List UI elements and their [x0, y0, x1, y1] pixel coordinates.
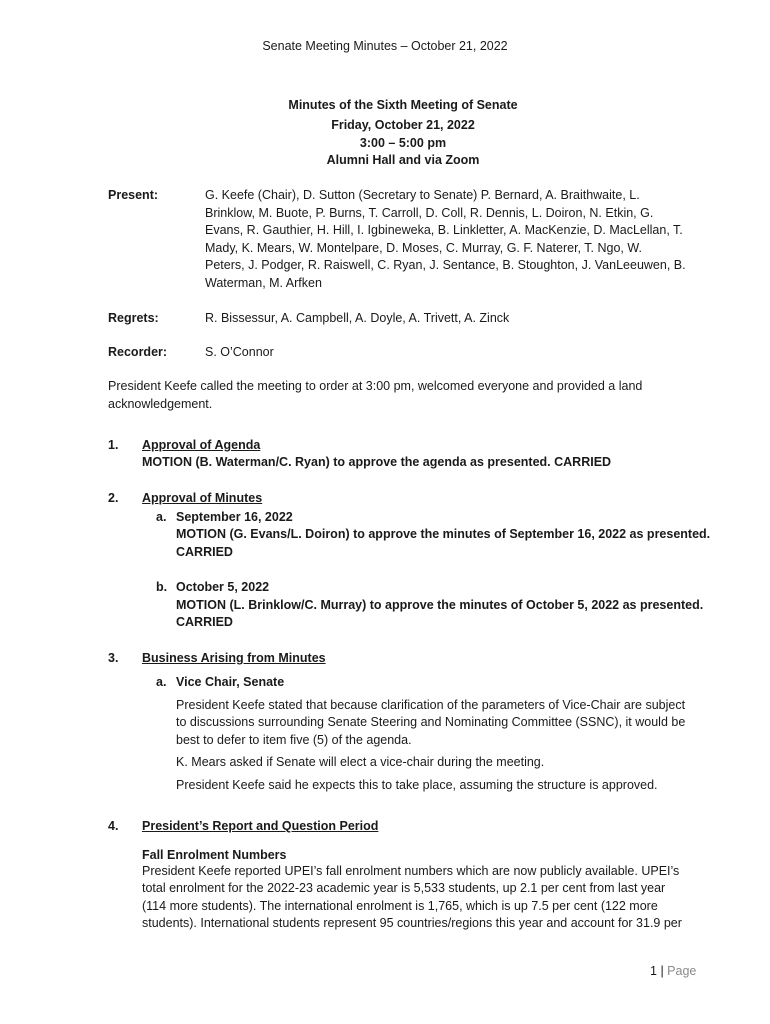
- regrets-label: Regrets:: [108, 311, 159, 325]
- paragraph-line: students). International students represent 95 countries/regions this year and account for 31.9 per: [142, 916, 682, 930]
- sub-heading: Fall Enrolment Numbers: [142, 848, 287, 862]
- paragraph-line: (114 more students). The international enrolment is 1,765, which is up 7.5 per cent (122 more: [142, 899, 658, 913]
- intro-paragraph-line: President Keefe called the meeting to order at 3:00 pm, welcomed everyone and provided a land: [108, 379, 643, 393]
- motion-text: MOTION (L. Brinklow/C. Murray) to approve the minutes of October 5, 2022 as presented.: [176, 598, 704, 612]
- item-number: 4.: [108, 819, 119, 833]
- intro-paragraph-line: acknowledgement.: [108, 397, 213, 411]
- meeting-date: Friday, October 21, 2022: [331, 118, 475, 132]
- sub-item-letter: a.: [156, 510, 167, 524]
- item-number: 1.: [108, 438, 119, 452]
- present-line: G. Keefe (Chair), D. Sutton (Secretary to Senate) P. Bernard, A. Braithwaite, L.: [205, 188, 640, 202]
- item-heading: Approval of Agenda: [142, 438, 261, 452]
- carried-text: CARRIED: [176, 615, 233, 629]
- present-line: Peters, J. Podger, R. Raiswell, C. Ryan, J. Sentance, B. Stoughton, J. VanLeeuwen, B.: [205, 258, 686, 272]
- regrets-list: R. Bissessur, A. Campbell, A. Doyle, A. Trivett, A. Zinck: [205, 311, 510, 325]
- item-heading: President’s Report and Question Period: [142, 819, 379, 833]
- page-word: Page: [667, 964, 697, 978]
- paragraph-line: best to defer to item five (5) of the agenda.: [176, 733, 412, 747]
- running-header: Senate Meeting Minutes – October 21, 2022: [262, 39, 508, 53]
- page-number: 1: [650, 964, 657, 978]
- paragraph-line: K. Mears asked if Senate will elect a vice-chair during the meeting.: [176, 755, 545, 769]
- sub-item-letter: b.: [156, 580, 168, 594]
- recorder-label: Recorder:: [108, 345, 168, 359]
- page-footer: [650, 964, 696, 979]
- paragraph-line: total enrolment for the 2022-23 academic year is 5,533 students, up 2.1 per cent from last year: [142, 881, 666, 895]
- motion-text: MOTION (B. Waterman/C. Ryan) to approve the agenda as presented. CARRIED: [142, 455, 612, 469]
- present-line: Mady, K. Mears, W. Montelpare, D. Moses, C. Murray, G. F. Naterer, T. Ngo, W.: [205, 241, 642, 255]
- paragraph-line: to discussions surrounding Senate Steering and Nominating Committee (SSNC), it would be: [176, 715, 686, 729]
- meeting-location: Alumni Hall and via Zoom: [326, 153, 480, 167]
- motion-text: MOTION (G. Evans/L. Doiron) to approve the minutes of September 16, 2022 as presented.: [176, 527, 711, 541]
- meeting-time: 3:00 – 5:00 pm: [359, 136, 447, 150]
- footer-separator: |: [660, 964, 664, 978]
- present-line: Waterman, M. Arfken: [205, 276, 322, 290]
- sub-item-title: October 5, 2022: [176, 580, 270, 594]
- carried-text: CARRIED: [176, 545, 233, 559]
- paragraph-line: President Keefe said he expects this to take place, assuming the structure is approved.: [176, 778, 658, 792]
- item-number: 2.: [108, 491, 119, 505]
- meeting-title: Minutes of the Sixth Meeting of Senate: [288, 98, 518, 112]
- item-number: 3.: [108, 651, 119, 665]
- paragraph-line: President Keefe stated that because clarification of the parameters of Vice-Chair are subject: [176, 698, 686, 712]
- item-heading: Approval of Minutes: [142, 491, 263, 505]
- sub-item-letter: a.: [156, 675, 167, 689]
- recorder-name: S. O’Connor: [205, 345, 274, 359]
- sub-item-title: Vice Chair, Senate: [176, 675, 285, 689]
- item-heading: Business Arising from Minutes: [142, 651, 326, 665]
- present-label: Present:: [108, 188, 159, 202]
- sub-item-title: September 16, 2022: [176, 510, 293, 524]
- present-line: Evans, R. Gauthier, H. Hill, I. Igbineweka, B. Linkletter, A. MacKenzie, D. MacLellan, T.: [205, 223, 683, 237]
- paragraph-line: President Keefe reported UPEI’s fall enrolment numbers which are now publicly available. UPEI’s: [142, 864, 680, 878]
- present-line: Brinklow, M. Buote, P. Burns, T. Carroll, D. Coll, R. Dennis, L. Doiron, N. Etkin, G.: [205, 206, 654, 220]
